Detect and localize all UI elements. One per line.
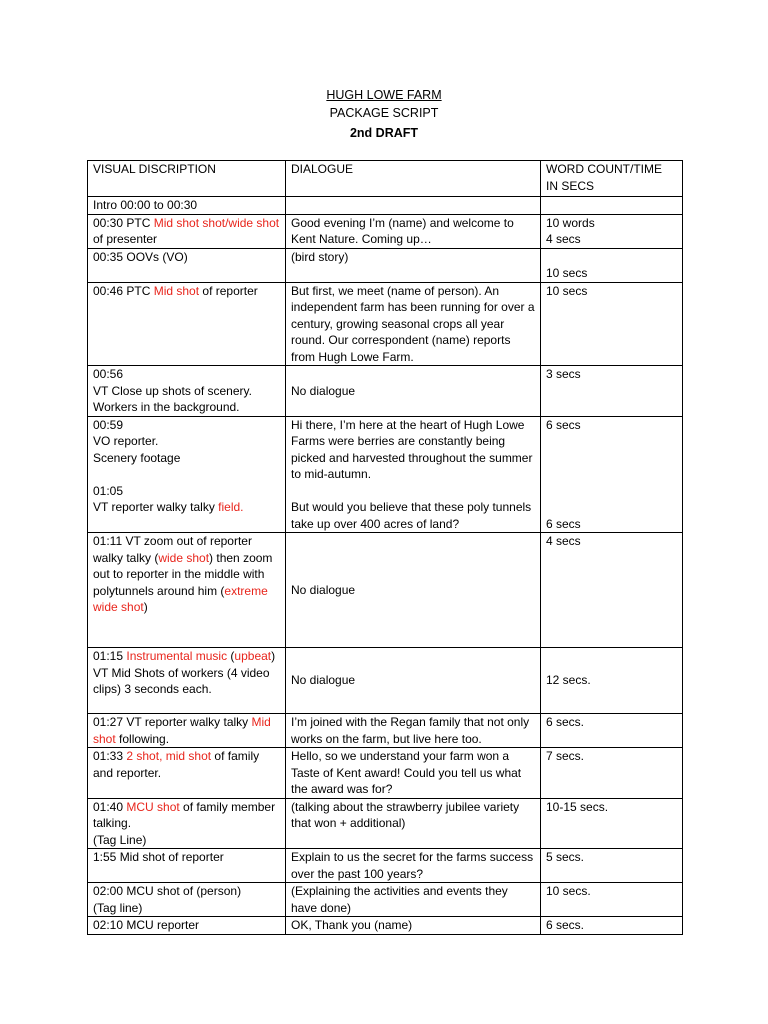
dialogue-cell: (Explaining the activities and events they have done) [286,883,541,917]
dialogue-cell: Hello, so we understand your farm won a Taste of Kent award! Could you tell us what the award was for? [286,748,541,799]
column-header-dialogue: DIALOGUE [286,161,541,197]
shot-type-highlight: Mid shot [93,715,271,746]
document-subtitle: PACKAGE SCRIPT [329,106,439,120]
draft-label: 2nd DRAFT [349,126,419,140]
dialogue-cell: Good evening I’m (name) and welcome to Kent Nature. Coming up… [286,214,541,248]
visual-text: 1:55 Mid shot of reporter [93,850,224,864]
shot-type-highlight: wide shot [158,550,210,565]
visual-description-cell [88,714,286,748]
visual-text: 01:27 VT reporter walky talky [93,715,252,729]
dialogue-cell [286,197,541,215]
dialogue-cell: No dialogue [286,533,541,648]
visual-text: 00:35 OOVs (VO) [93,249,188,264]
visual-text: 01:11 VT zoom out of reporter walky talky ( [93,534,252,565]
word-count-time-cell: 10 secs [541,282,683,366]
visual-description-cell [88,917,286,935]
visual-description-cell [88,366,286,417]
shot-type-highlight: upbeat [234,649,272,663]
table-row [88,748,683,799]
script-table [87,160,683,935]
table-row [88,416,683,533]
word-count-time-cell: 10-15 secs. [541,798,683,849]
word-count-time-cell: 7 secs. [541,748,683,799]
visual-text: 01:40 [93,799,127,814]
visual-text: ( [227,649,235,663]
dialogue-cell: OK, Thank you (name) [286,917,541,935]
dialogue-cell: Hi there, I’m here at the heart of Hugh Lowe Farms were berries are constantly being picked and harvested throughout the summer to mid-autumn. But would you believe that these poly tunnels take up over 400 acres of land? [286,416,541,533]
table-row [88,533,683,648]
visual-description-cell [88,282,286,366]
visual-description-cell [88,849,286,883]
visual-text: 02:10 MCU reporter [93,918,200,932]
header-row [88,161,683,197]
table-row [88,714,683,748]
word-count-time-cell: 10 secs. [541,883,683,917]
visual-text: of family and reporter. [93,749,260,780]
column-header-visual: VISUAL DISCRIPTION [88,161,286,197]
table-row [88,648,683,714]
table-row [88,197,683,215]
shot-type-highlight: Mid shot [153,283,200,298]
visual-description-cell [88,416,286,533]
visual-text: following. [115,731,170,746]
table-row [88,248,683,282]
shot-type-highlight: Instrumental music [126,649,228,663]
visual-text: ) VT Mid Shots of workers (4 video clips) 3 seconds each. [93,649,276,696]
visual-text: ) then zoom out to reporter in the middle with polytunnels around him ( [93,550,273,598]
dialogue-cell: I’m joined with the Regan family that not only works on the farm, but live here too. [286,714,541,748]
dialogue-cell: Explain to us the secret for the farms success over the past 100 years? [286,849,541,883]
table-row [88,214,683,248]
visual-text: 00:46 PTC [93,283,154,298]
column-header-time: WORD COUNT/TIME IN SECS [541,161,683,197]
visual-description-cell [88,214,286,248]
shot-type-highlight: 2 shot, mid shot [126,749,212,763]
visual-description-cell [88,748,286,799]
visual-description-cell [88,248,286,282]
table-row [88,798,683,849]
word-count-time-cell: 10 secs [541,248,683,282]
word-count-time-cell: 6 secs. [541,917,683,935]
word-count-time-cell: 6 secs. [541,714,683,748]
shot-type-highlight: field. [218,500,244,514]
visual-description-cell [88,883,286,917]
shot-type-highlight: MCU shot [126,799,180,814]
dialogue-cell: (bird story) [286,248,541,282]
dialogue-cell: But first, we meet (name of person). An independent farm has been running for over a century, growing seasonal crops all year round. Our correspondent (name) reports from Hugh Lowe Farm. [286,282,541,366]
word-count-time-cell: 5 secs. [541,849,683,883]
dialogue-cell: (talking about the strawberry jubilee variety that won + additional) [286,798,541,849]
visual-description-cell [88,648,286,714]
word-count-time-cell [541,197,683,215]
visual-text: ) [143,600,148,614]
document-title: HUGH LOWE FARM [326,88,442,102]
visual-text: 00:56 VT Close up shots of scenery. Workers in the background. [93,367,252,414]
visual-text: of reporter [199,283,258,298]
visual-description-cell [88,798,286,849]
visual-text: 01:33 [93,749,127,763]
word-count-time-cell: 3 secs [541,366,683,417]
dialogue-cell: No dialogue [286,366,541,417]
word-count-time-cell: 4 secs [541,533,683,648]
visual-text: 02:00 MCU shot of (person) (Tag line) [93,884,242,915]
visual-text: of presenter [93,232,158,246]
visual-description-cell [88,197,286,215]
visual-text: 00:59 VO reporter. Scenery footage 01:05 VT reporter walky talky [93,417,215,514]
word-count-time-cell: 12 secs. [541,648,683,714]
table-row [88,883,683,917]
shot-type-highlight: Mid shot shot/wide shot [153,215,280,230]
visual-text: 01:15 [93,649,127,663]
word-count-time-cell: 6 secs 6 secs [541,416,683,533]
visual-text: 00:30 PTC [93,215,154,230]
table-row [88,849,683,883]
visual-description-cell [88,533,286,648]
table-row [88,282,683,366]
visual-text: Intro 00:00 to 00:30 [93,198,198,212]
shot-type-highlight: extreme wide shot [93,583,268,614]
table-row [88,917,683,935]
table-row [88,366,683,417]
word-count-time-cell: 10 words 4 secs [541,214,683,248]
visual-text: of family member talking. (Tag Line) [93,799,276,847]
dialogue-cell: No dialogue [286,648,541,714]
